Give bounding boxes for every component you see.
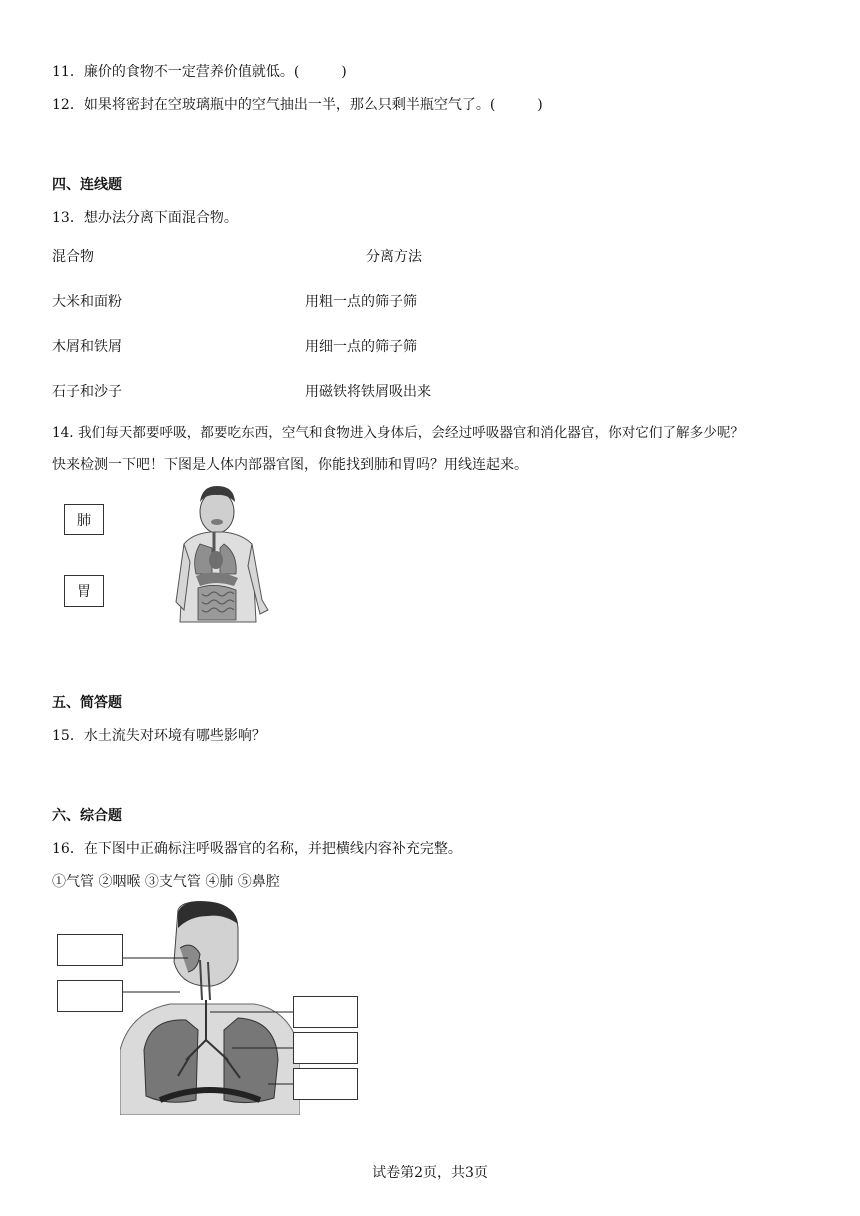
- question-12: 12．如果将密封在空玻璃瓶中的空气抽出一半，那么只剩半瓶空气了。( ): [52, 97, 543, 113]
- method-item: 用细一点的筛子筛: [305, 339, 417, 355]
- question-11: 11．廉价的食物不一定营养价值就低。( ): [52, 64, 347, 80]
- question-14-line-2: 快来检测一下吧！下图是人体内部器官图，你能找到肺和胃吗？用线连起来。: [52, 457, 528, 473]
- organ-options: ①气管 ②咽喉 ③支气管 ④肺 ⑤鼻腔: [52, 874, 280, 890]
- section-5-title: 五、简答题: [52, 695, 122, 711]
- answer-box-bronchus[interactable]: [293, 1032, 358, 1064]
- label-box-lung[interactable]: 肺: [64, 504, 104, 535]
- mixture-item: 石子和沙子: [52, 384, 122, 400]
- mixture-item: 木屑和铁屑: [52, 339, 122, 355]
- column-header-mixture: 混合物: [52, 249, 94, 265]
- answer-box-throat[interactable]: [57, 980, 123, 1012]
- answer-box-trachea[interactable]: [293, 996, 358, 1028]
- method-item: 用粗一点的筛子筛: [305, 294, 417, 310]
- question-14-line-1: 14. 我们每天都要呼吸，都要吃东西，空气和食物进入身体后，会经过呼吸器官和消化器官，你对它们了解多少呢？: [52, 425, 745, 441]
- answer-box-lung[interactable]: [293, 1068, 358, 1100]
- answer-box-nasal-cavity[interactable]: [57, 934, 123, 966]
- method-item: 用磁铁将铁屑吸出来: [305, 384, 431, 400]
- section-6-title: 六、综合题: [52, 808, 122, 824]
- mixture-item: 大米和面粉: [52, 294, 122, 310]
- label-box-stomach[interactable]: 胃: [64, 575, 104, 607]
- column-header-method: 分离方法: [366, 249, 422, 265]
- page-footer: 试卷第2页，共3页: [372, 1165, 488, 1181]
- question-15: 15．水土流失对环境有哪些影响？: [52, 728, 266, 744]
- section-4-title: 四、连线题: [52, 177, 122, 193]
- question-13: 13．想办法分离下面混合物。: [52, 210, 238, 226]
- question-16: 16．在下图中正确标注呼吸器官的名称，并把横线内容补充完整。: [52, 841, 462, 857]
